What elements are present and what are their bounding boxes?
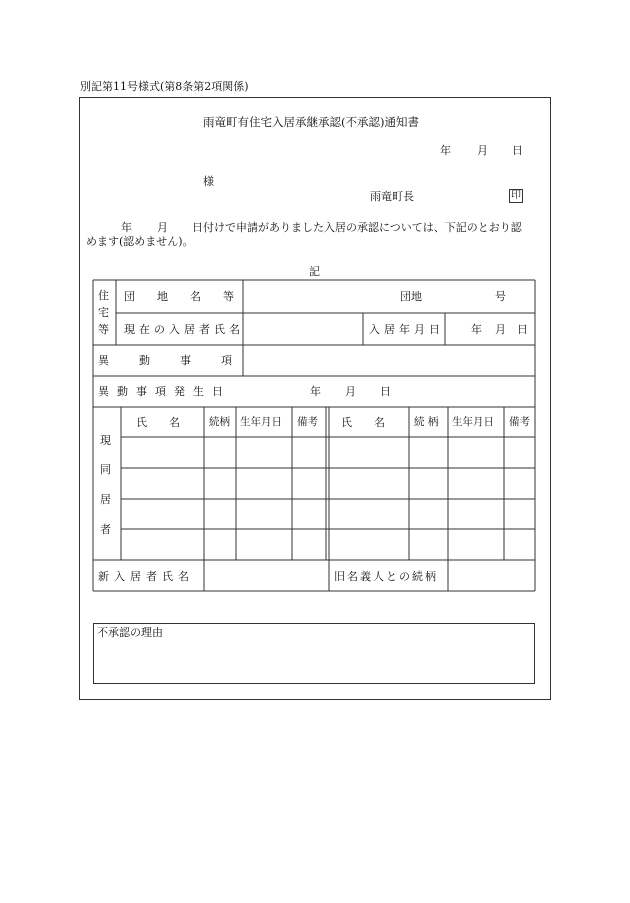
form-number: 別記第11号様式(第8条第2項関係) (80, 80, 249, 93)
col-header-notes-1: 備考 (297, 416, 318, 428)
body-line1: 日付けで申請がありました入居の承認については、下記のとおり認 (192, 221, 522, 234)
go-suffix: 号 (495, 290, 506, 303)
change-month: 月 (345, 385, 356, 398)
cohabitant-label-4: 者 (100, 523, 111, 536)
cohabitant-label-1: 現 (100, 434, 111, 447)
move-in-date-label: 入居年月日 (369, 323, 444, 336)
col-header-notes-2: 備考 (509, 416, 530, 428)
date-month: 月 (477, 144, 488, 157)
change-date-label: 異動事項発生日 (98, 385, 231, 398)
change-day: 日 (380, 385, 391, 398)
col-header-birthdate-2: 生年月日 (452, 416, 494, 428)
reason-label: 不承認の理由 (97, 626, 163, 639)
col-header-birthdate-1: 生年月日 (240, 416, 282, 428)
cohabitant-label-3: 居 (100, 493, 111, 506)
body-line2: めます(認めません)。 (86, 235, 194, 248)
body-year: 年 (121, 221, 132, 234)
col-header-name-1: 氏 名 (136, 416, 180, 429)
ki-heading: 記 (309, 265, 320, 278)
col-header-relation-2: 続 柄 (414, 416, 439, 428)
jutaku-label-2: 宅 (98, 306, 109, 319)
danchi-label: 団地名等 (124, 290, 256, 303)
body-month: 月 (157, 221, 168, 234)
current-resident-label: 現在の入居者氏名 (124, 323, 244, 336)
move-in-day: 日 (517, 323, 528, 336)
change-year: 年 (310, 385, 321, 398)
change-item-label: 異動事項 (98, 354, 262, 367)
move-in-year: 年 (471, 323, 482, 336)
date-day: 日 (512, 144, 523, 157)
date-year: 年 (440, 144, 451, 157)
issuer-name: 雨竜町長 (370, 190, 414, 203)
move-in-month: 月 (495, 323, 506, 336)
new-resident-label: 新入居者氏名 (98, 570, 194, 583)
document-title: 雨竜町有住宅入居承継承認(不承認)通知書 (203, 115, 419, 129)
col-header-name-2: 氏 名 (341, 416, 385, 429)
relation-label: 旧名義人との続柄 (334, 570, 438, 583)
jutaku-label-1: 住 (98, 289, 109, 302)
cohabitant-label-2: 同 (100, 463, 111, 476)
col-header-relation-1: 続柄 (209, 416, 230, 428)
addressee-suffix: 様 (203, 175, 214, 188)
seal-mark: 印 (511, 190, 521, 201)
danchi-suffix: 団地 (400, 290, 422, 303)
jutaku-label-3: 等 (98, 323, 109, 336)
